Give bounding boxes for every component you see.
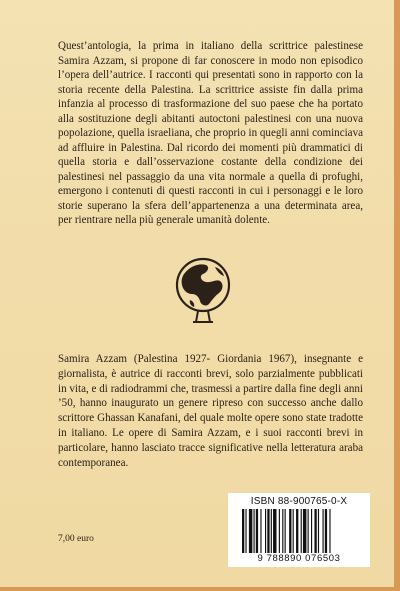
barcode-bar: [285, 509, 286, 553]
ean-digits: 9 788890 076503: [257, 553, 341, 564]
barcode-bar: [249, 509, 252, 553]
barcode-bar: [325, 509, 327, 553]
barcode-bar: [271, 509, 272, 553]
barcode-bar: [311, 509, 312, 553]
barcode-bar: [289, 509, 291, 553]
barcode-bar: [265, 509, 266, 553]
barcode-bar: [256, 509, 258, 553]
barcode-bar: [293, 509, 294, 553]
barcode-bar: [303, 509, 306, 553]
barcode-bar: [254, 509, 255, 553]
barcode-bar: [318, 509, 319, 553]
isbn-label: ISBN 88-900765-0-X: [250, 496, 348, 507]
barcode-icon: [242, 509, 358, 555]
barcode-bar: [260, 509, 261, 553]
barcode-bar: [279, 509, 280, 553]
barcode-panel: [228, 493, 370, 567]
barcode-bar: [296, 509, 298, 553]
barcode-bar: [308, 509, 309, 553]
barcode-bar: [282, 509, 283, 553]
barcode-bar: [301, 509, 302, 553]
author-bio: Samira Azzam (Palestina 1927- Giordania 1967), insegnante e giornalista, è autrice di racconti brevi, solo parzialmente pubblicati in vita, e di radiodrammi che, trasmessi a partire dalla fine degli anni ’50, hanno inaugurato un genere ripreso con successo anche dallo scrittore Ghassan Kanafani, del quale molte opere sono state tradotte in italiano. Le opere di Samira Azzam, e i suoi racconti brevi in particolare, hanno lasciato tracce significative nella letteratura araba contemporanea.: [58, 353, 363, 469]
barcode-bar: [323, 509, 324, 553]
price-label: 7,00 euro: [58, 534, 94, 544]
barcode-bar: [267, 509, 269, 553]
barcode-bar: [245, 509, 246, 553]
barcode-bar: [273, 509, 276, 553]
barcode-bar: [314, 509, 316, 553]
globe-logo-icon: [172, 254, 234, 324]
barcode-bar: [329, 509, 330, 553]
book-blurb: Quest’antologia, la prima in italiano della scrittrice palestinese Samira Azzam, si propone di far conoscere in modo non episodico l’opera dell’autrice. I racconti qui presentati sono in rapporto con la storia recente della Palestina. La scrittrice assiste fin dalla prima infanzia al processo di trasformazione del suo paese che ha portato alla sostituzione degli abitanti autoctoni palestinesi con una nuova popolazione, quella israeliana, che proprio in quegli anni cominciava ad affluire in Palestina. Dal ricordo dei momenti più drammatici di quella storia e dall’osservazione costante della condizione dei palestinesi nel passaggio da una vita normale a quella di profughi, emergono i contenuti di questi racconti in cui i personaggi e le loro storie superano la sfera dell’appartenenza a una determinata area, per rientrare nella più generale umanità dolente.: [58, 40, 363, 226]
barcode-bar: [242, 509, 244, 553]
